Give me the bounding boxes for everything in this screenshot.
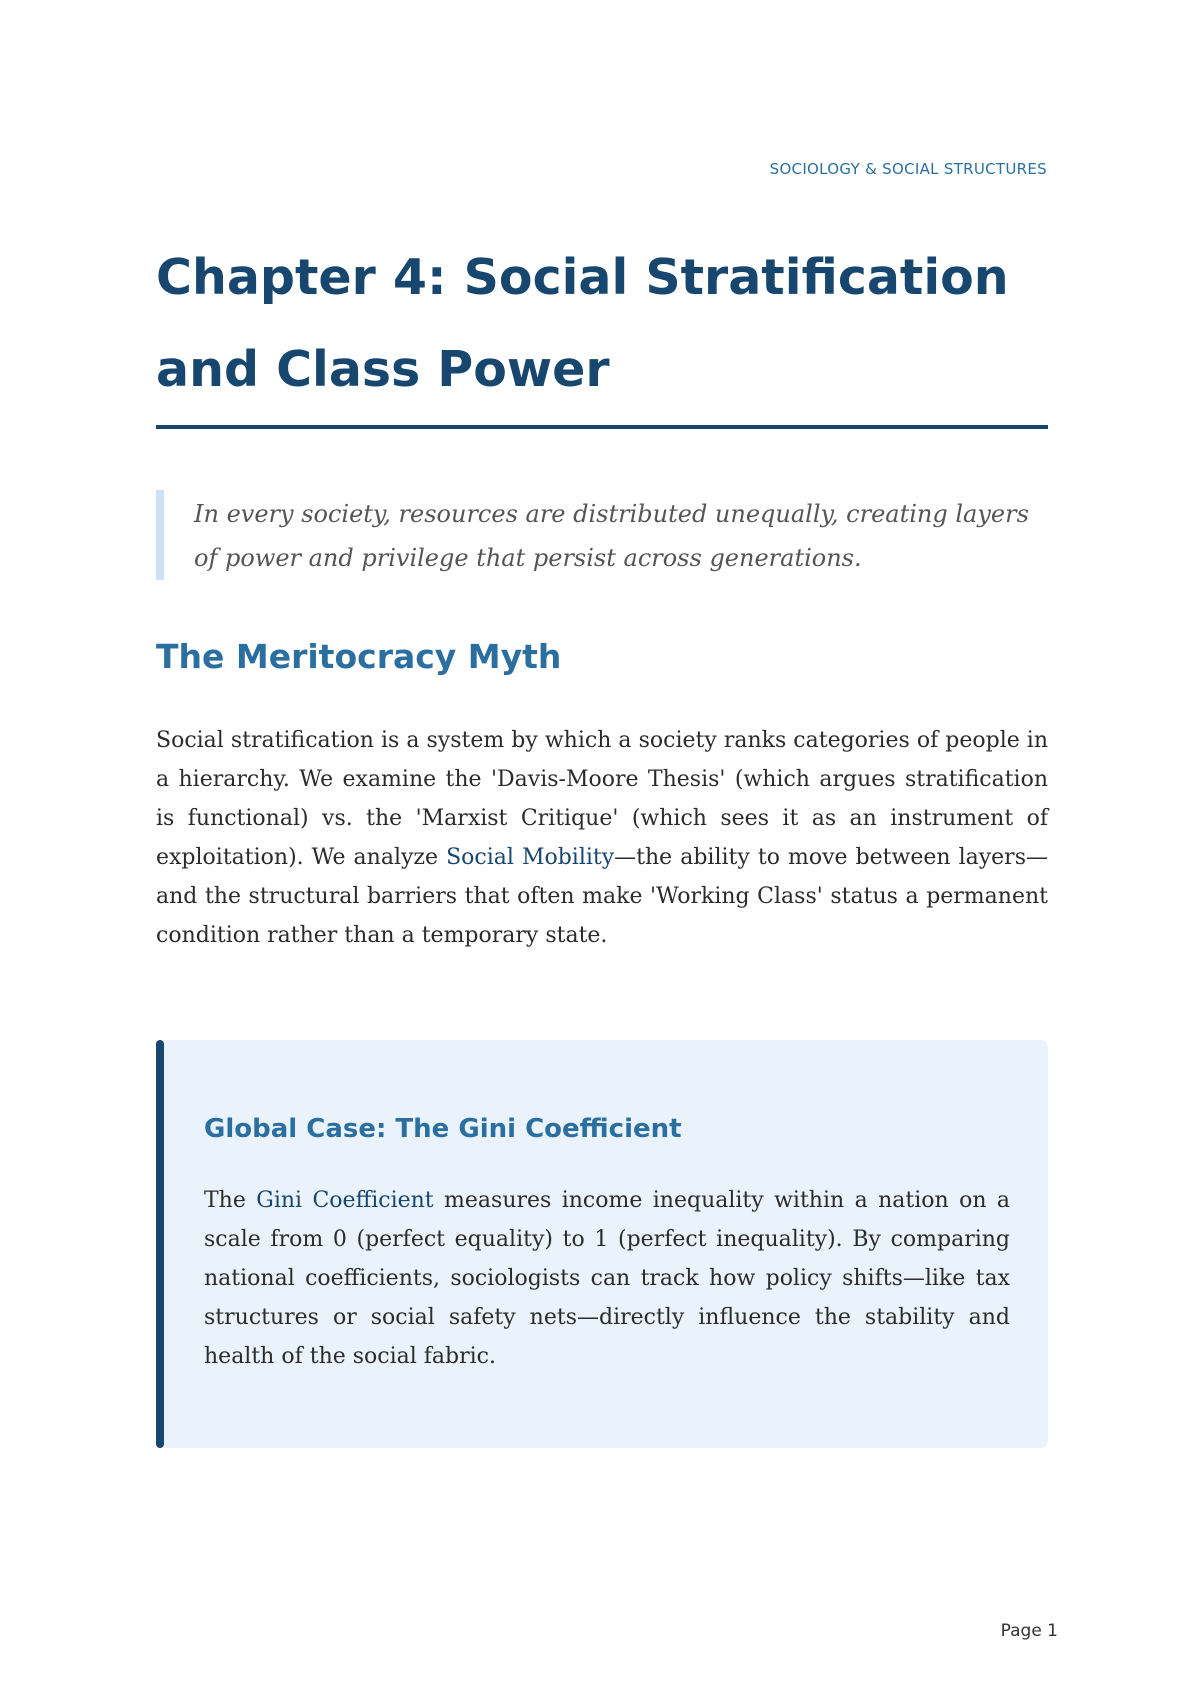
body-paragraph (156, 721, 1048, 955)
case-study-callout (156, 1040, 1048, 1448)
page-number: Page 1 (1000, 1621, 1058, 1641)
callout-accent-bar (156, 1040, 164, 1448)
key-term-social-mobility: Social Mobility (446, 845, 615, 870)
body-text-part1: Social stratification is a system by which a society ranks categories of people in a hierarchy. We examine the 'Davis-Moore Thesis' (which argues stratification is functional) vs. the 'Marxist Critique' (which sees it as an instrument of exploitation). We analyze (156, 728, 1048, 870)
callout-text-part1: The (204, 1188, 257, 1213)
callout-title: Global Case: The Gini Coefficient (204, 1114, 682, 1144)
running-header: SOCIOLOGY & SOCIAL STRUCTURES (769, 160, 1047, 178)
epigraph (156, 490, 1048, 580)
chapter-title: Chapter 4: Social Stratification and Class Power (156, 249, 1009, 398)
title-divider (156, 425, 1048, 429)
section-heading: The Meritocracy Myth (156, 637, 562, 676)
epigraph-accent-bar (156, 490, 164, 580)
callout-text (204, 1181, 1010, 1376)
key-term-gini-coefficient: Gini Coefficient (256, 1188, 434, 1213)
epigraph-text: In every society, resources are distributed unequally, creating layers of power and privilege that persist across generations. (194, 500, 1029, 572)
callout-text-part2: measures income inequality within a nation on a scale from 0 (perfect equality) to 1 (perfect inequality). By comparing national coefficients, sociologists can track how policy shifts—like tax structures or social safety nets—directly influence the stability and health of the social fabric. (204, 1188, 1010, 1369)
body-text-part2: —the ability to move between layers—and the structural barriers that often make 'Working Class' status a permanent condition rather than a temporary state. (156, 845, 1048, 948)
